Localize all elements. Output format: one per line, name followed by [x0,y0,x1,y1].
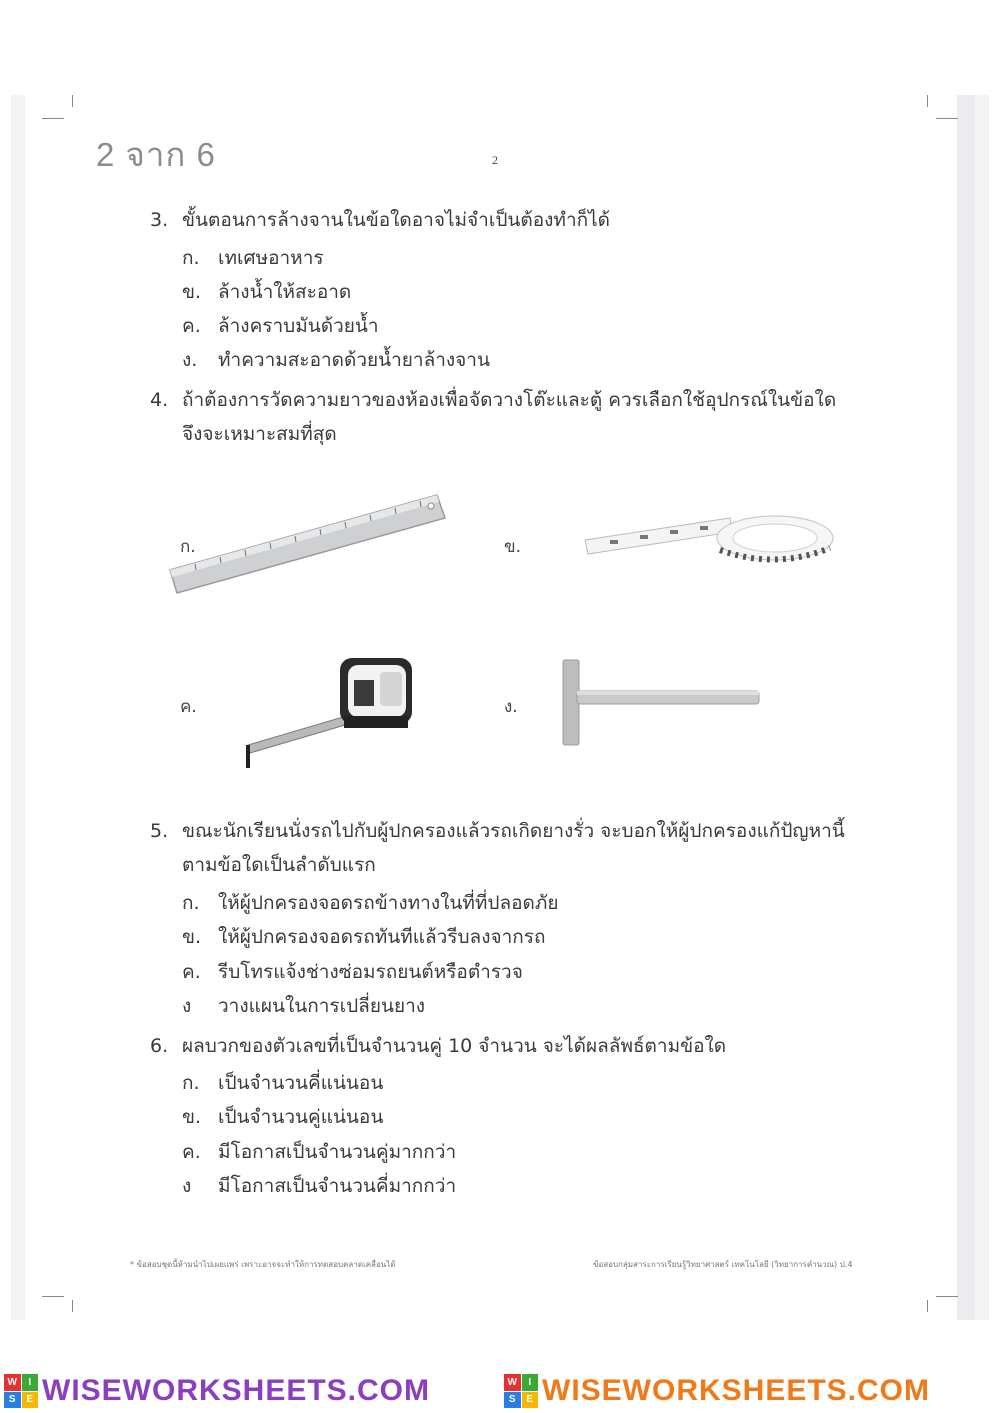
brand-logo-icon [4,1374,38,1408]
question-number: 3. [150,209,169,231]
question-number: 5. [150,820,169,842]
option[interactable] [182,888,559,918]
option-label: ก. [182,892,200,914]
page-number: 2 [492,153,498,167]
brand-name: WISEWORKSHEETS.COM [42,1374,431,1407]
crop-mark [936,1296,958,1297]
option[interactable] [182,991,425,1021]
option[interactable] [182,243,324,273]
option-label: ค. [182,961,201,983]
option-label: ง [182,995,192,1017]
logo-letter: I [522,1374,539,1391]
crop-mark [927,1300,928,1312]
option[interactable] [182,1137,456,1167]
question-text: ตามข้อใดเป็นลำดับแรก [182,854,376,876]
option[interactable] [182,1102,383,1132]
option-text: ให้ผู้ปกครองจอดรถข้างทางในที่ที่ปลอดภัย [218,892,559,914]
option-text: ล้างน้ำให้สะอาด [218,281,352,303]
option-text: เป็นจำนวนคี่แน่นอน [218,1072,384,1094]
crop-mark [72,1300,73,1312]
brand-logo-group[interactable] [504,1374,930,1408]
page-counter: 2 จาก 6 [96,136,216,173]
option-label: ข. [182,926,202,948]
brand-name: WISEWORKSHEETS.COM [542,1374,931,1407]
crop-mark [42,118,64,119]
option-text: วางแผนในการเปลี่ยนยาง [218,995,426,1017]
logo-letter: E [22,1392,39,1409]
option-text: ทำความสะอาดด้วยน้ำยาล้างจาน [218,349,490,371]
option[interactable] [182,277,351,307]
option[interactable] [182,1068,383,1098]
retractable-tape-measure-icon[interactable] [240,650,420,775]
option-label: ก. [182,1072,200,1094]
image-option-label[interactable]: ก. [180,537,196,557]
brand-logo-group[interactable] [4,1374,430,1408]
option[interactable] [182,1171,456,1201]
brand-banner [0,1370,1000,1413]
option-text: ล้างคราบมันด้วยน้ำ [218,315,379,337]
crop-mark [72,95,73,107]
option-text: มีโอกาสเป็นจำนวนคู่มากกว่า [218,1141,457,1163]
page-edge-right [957,95,975,1320]
question-number: 6. [150,1035,169,1057]
brand-logo-icon [504,1374,538,1408]
option-label: ค. [182,315,201,337]
option[interactable] [182,922,546,952]
image-option-label[interactable]: ข. [504,537,522,557]
option[interactable] [182,311,379,341]
image-option-label[interactable]: ง. [504,697,518,717]
option-label: ง [182,1175,192,1197]
question-text: ถ้าต้องการวัดความยาวของห้องเพื่อจัดวางโต๊ะและตู้ ควรเลือกใช้อุปกรณ์ในข้อใด [182,389,837,411]
option-text: มีโอกาสเป็นจำนวนคี่มากกว่า [218,1175,457,1197]
footer-right: ข้อสอบกลุ่มสาระการเรียนรู้วิทยาศาสตร์ เทคโนโลยี (วิทยาการคำนวณ) ป.4 [593,1260,853,1269]
logo-letter: W [504,1374,521,1391]
logo-letter: S [504,1392,521,1409]
logo-letter: E [522,1392,539,1409]
option-text: รีบโทรแจ้งช่างซ่อมรถยนต์หรือตำรวจ [218,961,523,983]
option[interactable] [182,957,523,987]
option-label: ง. [182,349,198,371]
t-square-ruler-icon[interactable] [555,655,765,750]
crop-mark [936,118,958,119]
option-label: ค. [182,1141,201,1163]
option[interactable] [182,345,490,375]
steel-ruler-icon[interactable] [165,490,450,600]
document-page [25,95,975,1320]
logo-letter: I [22,1374,39,1391]
logo-letter: S [4,1392,21,1409]
option-text: ให้ผู้ปกครองจอดรถทันทีแล้วรีบลงจากรถ [218,926,546,948]
question-number: 4. [150,389,169,411]
option-label: ข. [182,281,202,303]
crop-mark [927,95,928,107]
crop-mark [42,1296,64,1297]
question-text: ผลบวกของตัวเลขที่เป็นจำนวนคู่ 10 จำนวน จะได้ผลลัพธ์ตามข้อใด [182,1035,727,1057]
option-label: ก. [182,247,200,269]
option-text: เป็นจำนวนคู่แน่นอน [218,1106,384,1128]
question-text: ขณะนักเรียนนั่งรถไปกับผู้ปกครองแล้วรถเกิดยางรั่ว จะบอกให้ผู้ปกครองแก้ปัญหานี้ [182,820,845,842]
option-label: ข. [182,1106,202,1128]
logo-letter: W [4,1374,21,1391]
tape-measure-soft-icon[interactable] [580,500,840,575]
question-text: ขั้นตอนการล้างจานในข้อใดอาจไม่จำเป็นต้องทำก็ได้ [182,209,611,231]
question-text: จึงจะเหมาะสมที่สุด [182,423,337,445]
option-text: เทเศษอาหาร [218,247,324,269]
footer-left: * ข้อสอบชุดนี้ห้ามนำไปเผยแพร่ เพราะอาจจะทำให้การทดสอบคลาดเคลื่อนได้ [130,1260,396,1269]
image-option-label[interactable]: ค. [180,697,197,717]
